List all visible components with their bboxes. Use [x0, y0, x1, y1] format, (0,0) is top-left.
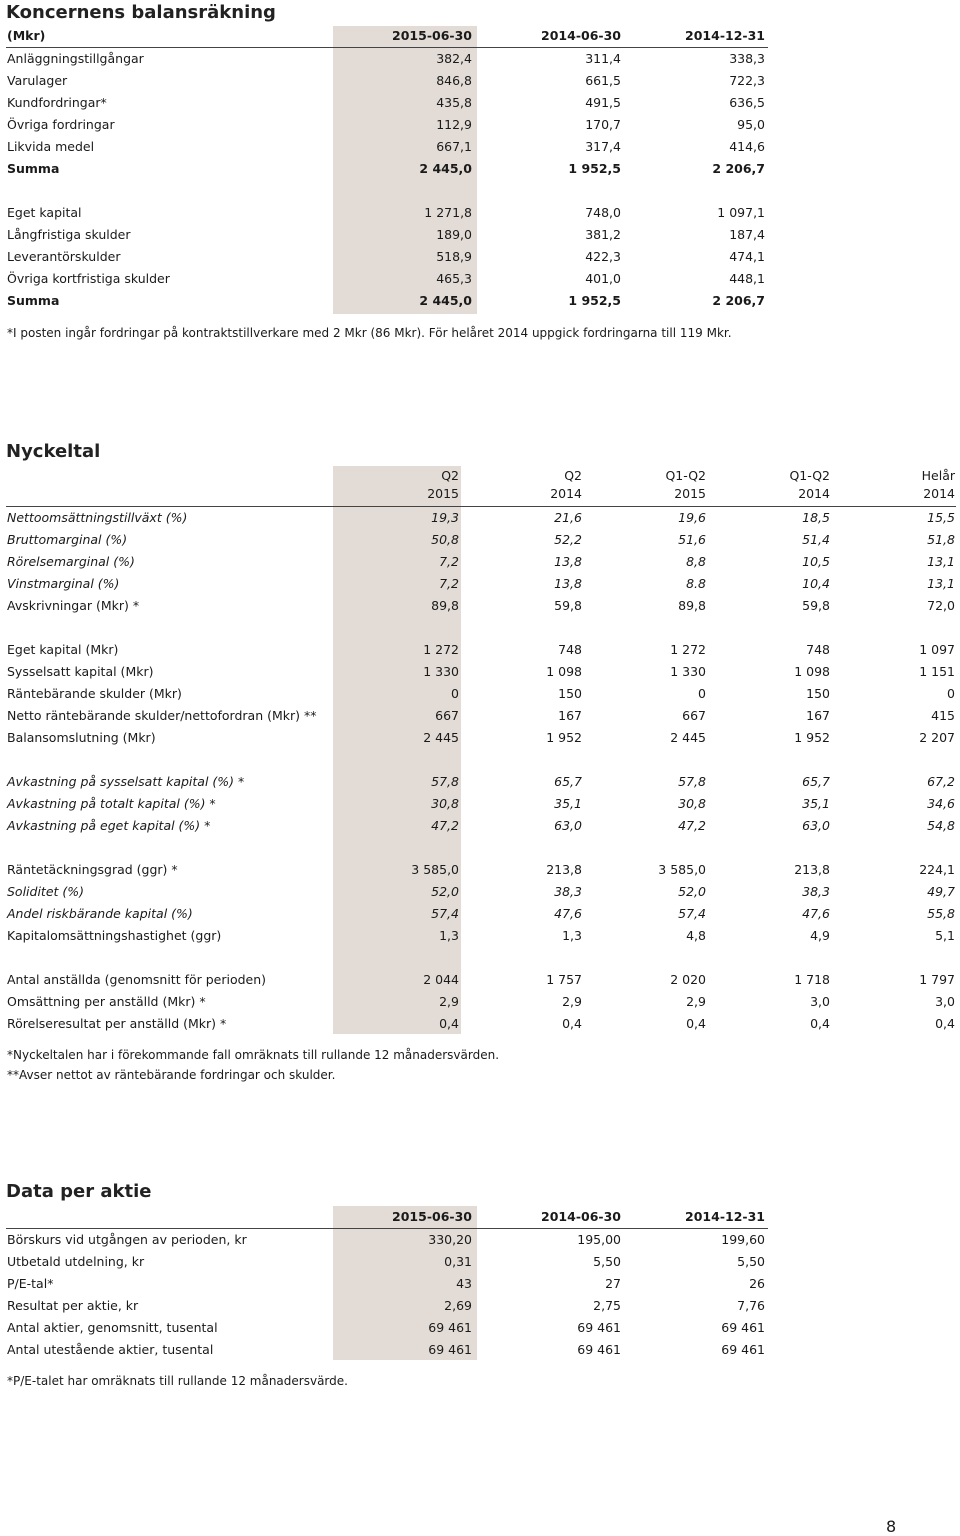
row-label: Eget kapital — [7, 205, 82, 220]
table-cell: 2,75 — [593, 1298, 621, 1313]
table-cell: 7,2 — [439, 554, 459, 569]
table-cell: 465,3 — [436, 271, 472, 286]
table-cell: 2 445,0 — [419, 293, 472, 308]
table-row — [0, 1295, 960, 1317]
table-cell: 748 — [806, 642, 830, 657]
table-row — [0, 925, 960, 947]
table-cell: 52,0 — [431, 884, 459, 899]
table-cell: 2,69 — [444, 1298, 472, 1313]
column-header: 2014 — [550, 486, 582, 501]
column-header: 2015 — [674, 486, 706, 501]
row-label: Anläggningstillgångar — [7, 51, 144, 66]
table-cell: 3 585,0 — [411, 862, 459, 877]
table-cell: 69 461 — [428, 1320, 472, 1335]
table-row — [0, 136, 960, 158]
row-label: Soliditet (%) — [7, 884, 85, 899]
table-cell: 1 098 — [794, 664, 830, 679]
table-row — [0, 158, 960, 180]
table-row — [0, 683, 960, 705]
row-label: Börskurs vid utgången av perioden, kr — [7, 1232, 247, 1247]
table-cell: 13,8 — [554, 576, 582, 591]
table-row — [0, 507, 960, 529]
row-label: Nettoomsättningstillväxt (%) — [7, 510, 188, 525]
table-cell: 65,7 — [802, 774, 830, 789]
balance-title: Koncernens balansräkning — [6, 2, 276, 23]
table-cell: 2 044 — [423, 972, 459, 987]
table-cell: 0 — [451, 686, 459, 701]
table-row — [0, 1229, 960, 1251]
row-label: Netto räntebärande skulder/nettofordran (Mkr) ** — [7, 708, 317, 723]
table-cell: 47,6 — [802, 906, 830, 921]
table-cell: 2 020 — [670, 972, 706, 987]
table-cell: 518,9 — [436, 249, 472, 264]
column-header: Q1-Q2 — [789, 468, 830, 483]
table-cell: 722,3 — [729, 73, 765, 88]
table-cell: 846,8 — [436, 73, 472, 88]
table-row — [0, 969, 960, 991]
table-row — [0, 1273, 960, 1295]
table-cell: 1 797 — [919, 972, 955, 987]
table-cell: 47,2 — [431, 818, 459, 833]
balance-footnote: *I posten ingår fordringar på kontraktstillverkare med 2 Mkr (86 Mkr). För helåret 2014 uppgick fordringarna till 119 Mkr. — [7, 326, 732, 340]
table-cell: 2 445 — [423, 730, 459, 745]
table-cell: 667,1 — [436, 139, 472, 154]
column-header: Helår — [921, 468, 955, 483]
column-header: 2014-12-31 — [685, 1209, 765, 1224]
table-cell: 67,2 — [927, 774, 955, 789]
table-cell: 1 757 — [546, 972, 582, 987]
row-label: Resultat per aktie, kr — [7, 1298, 139, 1313]
table-cell: 2 207 — [919, 730, 955, 745]
table-row — [0, 202, 960, 224]
table-cell: 1 272 — [670, 642, 706, 657]
column-header: 2015-06-30 — [392, 1209, 472, 1224]
table-cell: 19,3 — [431, 510, 459, 525]
row-label: Övriga fordringar — [7, 117, 115, 132]
table-cell: 34,6 — [927, 796, 955, 811]
table-row — [0, 573, 960, 595]
table-row — [0, 815, 960, 837]
table-cell: 0,4 — [810, 1016, 830, 1031]
table-cell: 54,8 — [927, 818, 955, 833]
table-cell: 748,0 — [585, 205, 621, 220]
table-cell: 5,1 — [935, 928, 955, 943]
table-cell: 8,8 — [686, 554, 706, 569]
table-cell: 55,8 — [927, 906, 955, 921]
row-label: Sysselsatt kapital (Mkr) — [7, 664, 154, 679]
row-label: Kundfordringar* — [7, 95, 107, 110]
row-label: P/E-tal* — [7, 1276, 54, 1291]
table-cell: 57,4 — [678, 906, 706, 921]
table-cell: 167 — [806, 708, 830, 723]
table-cell: 59,8 — [554, 598, 582, 613]
table-cell: 213,8 — [794, 862, 830, 877]
row-label: Avkastning på totalt kapital (%) * — [7, 796, 216, 811]
table-cell: 1 952,5 — [568, 161, 621, 176]
nyckeltal-title: Nyckeltal — [6, 441, 101, 462]
table-cell: 63,0 — [802, 818, 830, 833]
table-cell: 47,2 — [678, 818, 706, 833]
table-cell: 69 461 — [577, 1320, 621, 1335]
table-cell: 69 461 — [577, 1342, 621, 1357]
table-cell: 170,7 — [585, 117, 621, 132]
row-label: Övriga kortfristiga skulder — [7, 271, 170, 286]
table-cell: 5,50 — [593, 1254, 621, 1269]
table-cell: 0,31 — [444, 1254, 472, 1269]
row-label: Räntebärande skulder (Mkr) — [7, 686, 182, 701]
table-cell: 0,4 — [439, 1016, 459, 1031]
unit-label: (Mkr) — [7, 28, 46, 43]
table-row — [0, 771, 960, 793]
row-label: Avskrivningar (Mkr) * — [7, 598, 140, 613]
table-cell: 213,8 — [546, 862, 582, 877]
row-label: Antal anställda (genomsnitt för perioden) — [7, 972, 267, 987]
table-cell: 1 097,1 — [717, 205, 765, 220]
table-cell: 47,6 — [554, 906, 582, 921]
column-header: 2015 — [427, 486, 459, 501]
table-row — [0, 551, 960, 573]
table-row — [0, 639, 960, 661]
table-cell: 2 206,7 — [712, 293, 765, 308]
table-cell: 57,4 — [431, 906, 459, 921]
table-row — [0, 1251, 960, 1273]
table-cell: 2,9 — [439, 994, 459, 1009]
table-cell: 199,60 — [721, 1232, 765, 1247]
row-label: Balansomslutning (Mkr) — [7, 730, 156, 745]
table-cell: 8.8 — [686, 576, 706, 591]
table-cell: 636,5 — [729, 95, 765, 110]
table-cell: 38,3 — [554, 884, 582, 899]
table-cell: 1 330 — [670, 664, 706, 679]
table-row — [0, 48, 960, 70]
table-cell: 2,9 — [686, 994, 706, 1009]
table-cell: 330,20 — [428, 1232, 472, 1247]
table-cell: 30,8 — [431, 796, 459, 811]
row-label: Likvida medel — [7, 139, 95, 154]
table-cell: 26 — [749, 1276, 765, 1291]
table-cell: 65,7 — [554, 774, 582, 789]
table-row — [0, 661, 960, 683]
table-cell: 27 — [605, 1276, 621, 1291]
table-cell: 89,8 — [431, 598, 459, 613]
aktie-title: Data per aktie — [6, 1181, 152, 1202]
row-label: Antal aktier, genomsnitt, tusental — [7, 1320, 218, 1335]
table-cell: 52,2 — [554, 532, 582, 547]
table-cell: 415 — [931, 708, 955, 723]
table-cell: 51,6 — [678, 532, 706, 547]
balance-header-row — [0, 25, 960, 47]
table-cell: 2 445,0 — [419, 161, 472, 176]
table-cell: 89,8 — [678, 598, 706, 613]
table-cell: 195,00 — [577, 1232, 621, 1247]
table-cell: 1 952 — [546, 730, 582, 745]
row-label: Eget kapital (Mkr) — [7, 642, 119, 657]
table-row — [0, 114, 960, 136]
row-label: Rörelsemarginal (%) — [7, 554, 135, 569]
row-label: Leverantörskulder — [7, 249, 121, 264]
table-cell: 187,4 — [729, 227, 765, 242]
table-cell: 7,2 — [439, 576, 459, 591]
table-cell: 1 952,5 — [568, 293, 621, 308]
row-label: Varulager — [7, 73, 68, 88]
table-row — [0, 246, 960, 268]
aktie-header-row — [0, 1206, 960, 1228]
row-label: Kapitalomsättningshastighet (ggr) — [7, 928, 222, 943]
column-header: 2014-06-30 — [541, 28, 621, 43]
table-cell: 4,9 — [810, 928, 830, 943]
table-cell: 35,1 — [554, 796, 582, 811]
row-label: Bruttomarginal (%) — [7, 532, 128, 547]
table-row — [0, 1013, 960, 1035]
table-cell: 13,8 — [554, 554, 582, 569]
row-label: Andel riskbärande kapital (%) — [7, 906, 193, 921]
table-cell: 748 — [558, 642, 582, 657]
table-cell: 30,8 — [678, 796, 706, 811]
table-row — [0, 1339, 960, 1361]
table-cell: 57,8 — [678, 774, 706, 789]
table-row — [0, 881, 960, 903]
table-cell: 338,3 — [729, 51, 765, 66]
table-cell: 49,7 — [927, 884, 955, 899]
table-cell: 474,1 — [729, 249, 765, 264]
table-cell: 10,4 — [802, 576, 830, 591]
table-row — [0, 859, 960, 881]
table-cell: 15,5 — [927, 510, 955, 525]
table-cell: 0 — [698, 686, 706, 701]
table-cell: 10,5 — [802, 554, 830, 569]
table-cell: 13,1 — [927, 576, 955, 591]
table-cell: 311,4 — [585, 51, 621, 66]
page-number: 8 — [886, 1517, 897, 1536]
column-header: 2014 — [798, 486, 830, 501]
table-cell: 51,8 — [927, 532, 955, 547]
table-cell: 4,8 — [686, 928, 706, 943]
table-cell: 2,9 — [562, 994, 582, 1009]
table-cell: 95,0 — [737, 117, 765, 132]
row-label: Summa — [7, 161, 60, 176]
table-cell: 422,3 — [585, 249, 621, 264]
table-row — [0, 727, 960, 749]
table-cell: 2 445 — [670, 730, 706, 745]
column-header: Q1-Q2 — [665, 468, 706, 483]
table-cell: 1,3 — [562, 928, 582, 943]
row-label: Avkastning på sysselsatt kapital (%) * — [7, 774, 245, 789]
row-label: Summa — [7, 293, 60, 308]
table-cell: 0 — [947, 686, 955, 701]
table-cell: 448,1 — [729, 271, 765, 286]
table-cell: 43 — [456, 1276, 472, 1291]
column-header: 2014 — [923, 486, 955, 501]
table-cell: 69 461 — [721, 1320, 765, 1335]
column-header: Q2 — [441, 468, 459, 483]
row-label: Vinstmarginal (%) — [7, 576, 120, 591]
table-cell: 667 — [682, 708, 706, 723]
column-header: 2014-12-31 — [685, 28, 765, 43]
table-cell: 57,8 — [431, 774, 459, 789]
table-cell: 21,6 — [554, 510, 582, 525]
column-header: Q2 — [564, 468, 582, 483]
table-cell: 0,4 — [686, 1016, 706, 1031]
table-row — [0, 1317, 960, 1339]
table-cell: 491,5 — [585, 95, 621, 110]
nyckeltal-footnote-1: *Nyckeltalen har i förekommande fall omräknats till rullande 12 månadersvärden. — [7, 1048, 500, 1062]
table-cell: 1 151 — [919, 664, 955, 679]
table-cell: 1 272 — [423, 642, 459, 657]
row-label: Avkastning på eget kapital (%) * — [7, 818, 211, 833]
table-row — [0, 529, 960, 551]
row-label: Långfristiga skulder — [7, 227, 131, 242]
row-label: Rörelseresultat per anställd (Mkr) * — [7, 1016, 227, 1031]
table-cell: 7,76 — [737, 1298, 765, 1313]
table-cell: 1 098 — [546, 664, 582, 679]
column-header: 2015-06-30 — [392, 28, 472, 43]
table-row — [0, 903, 960, 925]
row-label: Antal utestående aktier, tusental — [7, 1342, 214, 1357]
table-cell: 72,0 — [927, 598, 955, 613]
table-cell: 3,0 — [810, 994, 830, 1009]
table-row — [0, 268, 960, 290]
nyckeltal-footnote-2: **Avser nettot av räntebärande fordringar och skulder. — [7, 1068, 336, 1082]
column-header: 2014-06-30 — [541, 1209, 621, 1224]
table-cell: 1 330 — [423, 664, 459, 679]
table-cell: 59,8 — [802, 598, 830, 613]
table-cell: 18,5 — [802, 510, 830, 525]
table-row — [0, 793, 960, 815]
table-cell: 189,0 — [436, 227, 472, 242]
table-cell: 52,0 — [678, 884, 706, 899]
table-row — [0, 705, 960, 727]
table-cell: 1 097 — [919, 642, 955, 657]
table-cell: 50,8 — [431, 532, 459, 547]
table-cell: 35,1 — [802, 796, 830, 811]
table-cell: 381,2 — [585, 227, 621, 242]
table-cell: 5,50 — [737, 1254, 765, 1269]
table-cell: 69 461 — [428, 1342, 472, 1357]
row-label: Räntetäckningsgrad (ggr) * — [7, 862, 178, 877]
table-cell: 51,4 — [802, 532, 830, 547]
table-cell: 19,6 — [678, 510, 706, 525]
table-row — [0, 92, 960, 114]
table-cell: 401,0 — [585, 271, 621, 286]
table-cell: 3 585,0 — [658, 862, 706, 877]
table-cell: 38,3 — [802, 884, 830, 899]
table-cell: 69 461 — [721, 1342, 765, 1357]
table-cell: 1,3 — [439, 928, 459, 943]
table-row — [0, 70, 960, 92]
table-row — [0, 991, 960, 1013]
row-label: Utbetald utdelning, kr — [7, 1254, 145, 1269]
row-label: Omsättning per anställd (Mkr) * — [7, 994, 206, 1009]
table-cell: 414,6 — [729, 139, 765, 154]
table-cell: 150 — [806, 686, 830, 701]
table-row — [0, 290, 960, 312]
table-cell: 150 — [558, 686, 582, 701]
table-cell: 667 — [435, 708, 459, 723]
table-cell: 224,1 — [919, 862, 955, 877]
table-cell: 63,0 — [554, 818, 582, 833]
table-cell: 317,4 — [585, 139, 621, 154]
table-cell: 112,9 — [436, 117, 472, 132]
table-cell: 435,8 — [436, 95, 472, 110]
aktie-footnote: *P/E-talet har omräknats till rullande 12 månadersvärde. — [7, 1374, 348, 1388]
table-cell: 3,0 — [935, 994, 955, 1009]
table-row — [0, 595, 960, 617]
table-row — [0, 224, 960, 246]
table-cell: 13,1 — [927, 554, 955, 569]
table-cell: 1 718 — [794, 972, 830, 987]
table-cell: 661,5 — [585, 73, 621, 88]
table-cell: 382,4 — [436, 51, 472, 66]
table-cell: 0,4 — [935, 1016, 955, 1031]
table-cell: 1 952 — [794, 730, 830, 745]
table-cell: 1 271,8 — [424, 205, 472, 220]
table-cell: 2 206,7 — [712, 161, 765, 176]
table-cell: 0,4 — [562, 1016, 582, 1031]
table-cell: 167 — [558, 708, 582, 723]
